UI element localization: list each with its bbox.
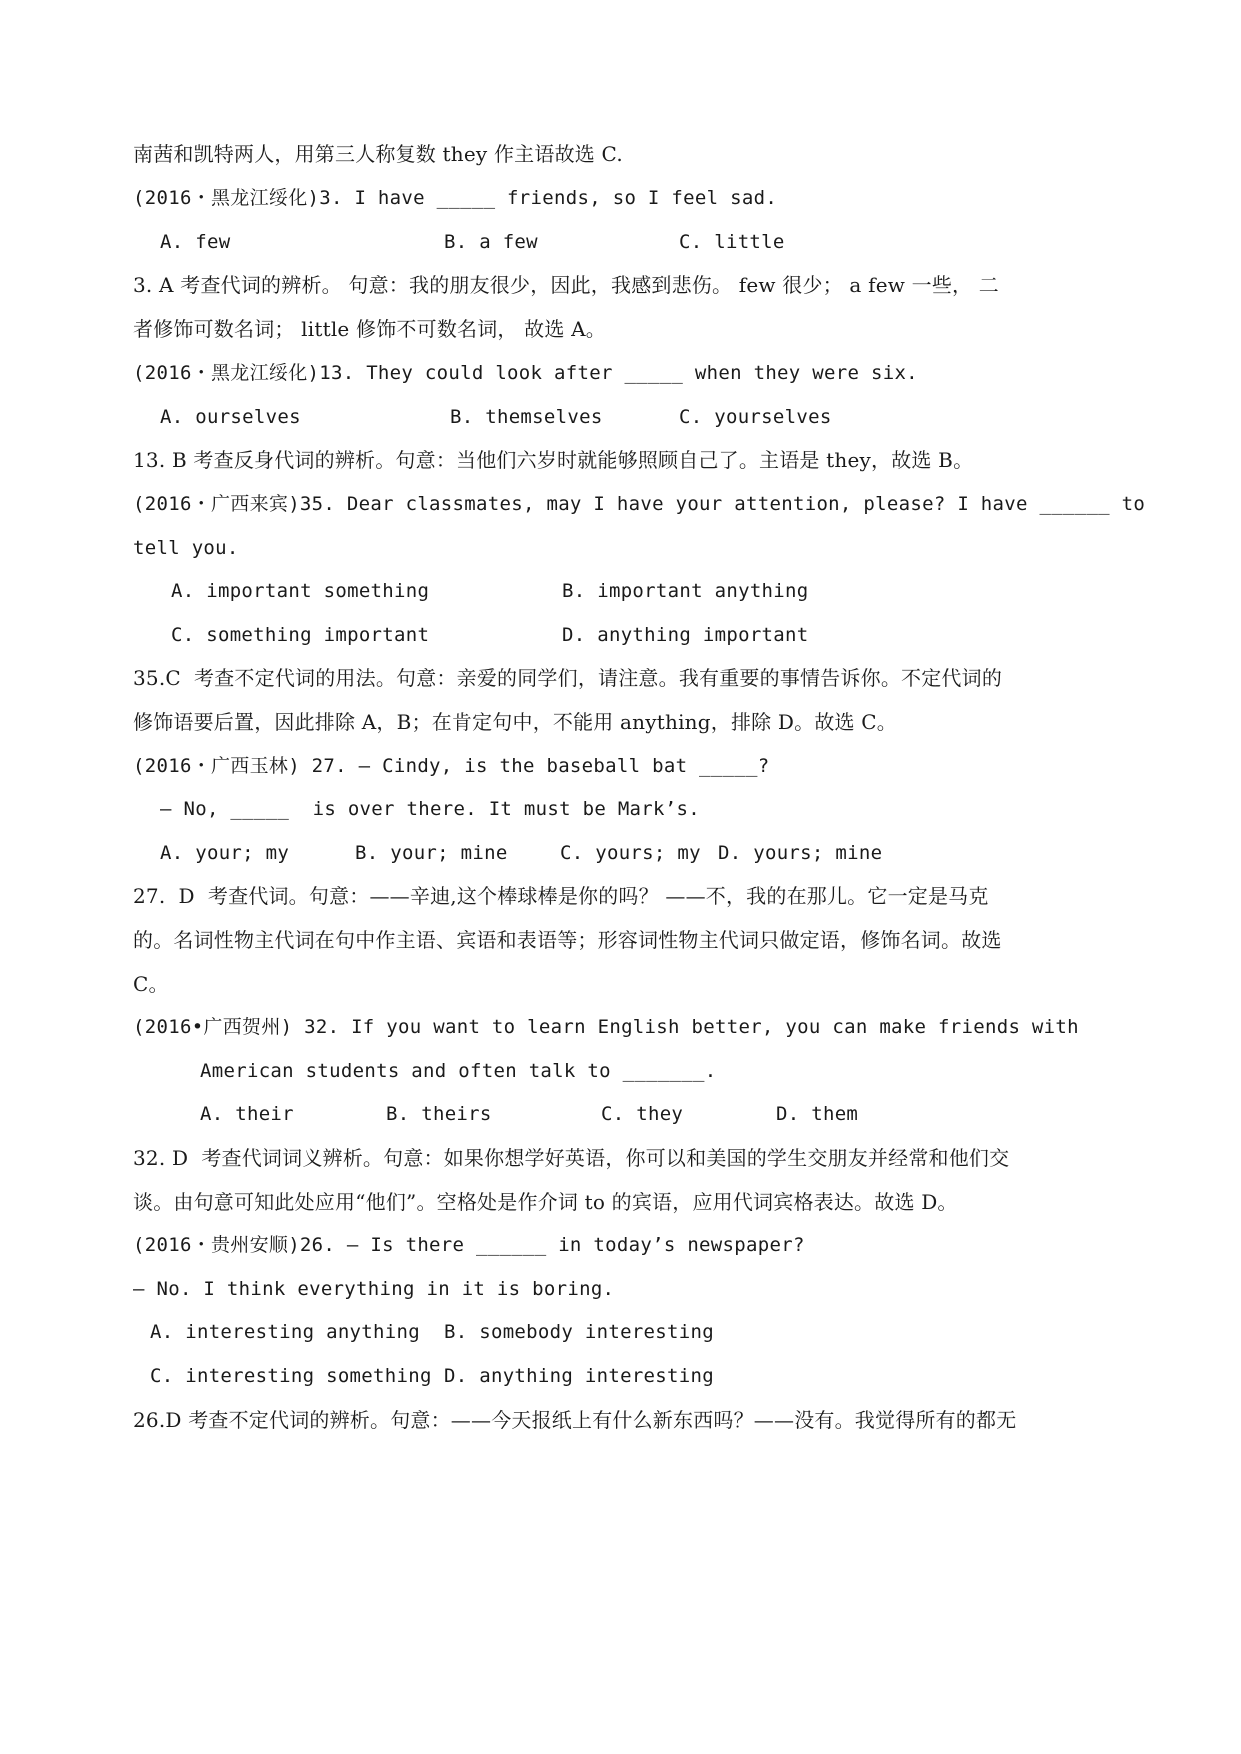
option: B. a few bbox=[444, 231, 538, 253]
answer-explanation: 谈。由句意可知此处应用“他们”。空格处是作介词 to 的宾语，应用代词宾格表达。故选 D。 bbox=[133, 1190, 958, 1214]
option: C. interesting something bbox=[150, 1365, 432, 1387]
question-stem: (2016•广西贺州) 32. If you want to learn English better, you can make friends with bbox=[133, 1016, 1079, 1038]
answer-explanation: 13. B 考查反身代词的辨析。句意：当他们六岁时就能够照顾自己了。主语是 they，故选 B。 bbox=[133, 448, 974, 472]
option: A. important something bbox=[171, 580, 430, 602]
answer-explanation: 的。名词性物主代词在句中作主语、宾语和表语等；形容词性物主代词只做定语，修饰名词。故选 bbox=[133, 928, 1002, 952]
option: C. yours; my bbox=[560, 842, 701, 864]
question-stem: (2016・广西玉林) 27. — Cindy, is the baseball bat _____? bbox=[133, 755, 770, 777]
option: D. anything interesting bbox=[444, 1365, 714, 1387]
question-stem: — No, _____ is over there. It must be Mark’s. bbox=[160, 798, 700, 820]
answer-explanation: 者修饰可数名词； little 修饰不可数名词， 故选 A。 bbox=[133, 317, 606, 341]
question-stem: (2016・黑龙江绥化)3. I have _____ friends, so I feel sad. bbox=[133, 187, 778, 209]
question-stem: American students and often talk to _______. bbox=[200, 1060, 717, 1082]
answer-explanation: C。 bbox=[133, 972, 169, 996]
answer-explanation: 26.D 考查不定代词的辨析。句意：——今天报纸上有什么新东西吗？——没有。我觉得所有的都无 bbox=[133, 1408, 1017, 1432]
answer-explanation: 修饰语要后置，因此排除 A，B；在肯定句中，不能用 anything，排除 D。故选 C。 bbox=[133, 710, 898, 734]
answer-explanation: 32. D 考查代词词义辨析。句意：如果你想学好英语，你可以和美国的学生交朋友并经常和他们交 bbox=[133, 1146, 1010, 1170]
option: C. yourselves bbox=[679, 406, 832, 428]
option: B. your; mine bbox=[355, 842, 508, 864]
option: B. somebody interesting bbox=[444, 1321, 714, 1343]
option: A. your; my bbox=[160, 842, 290, 864]
option: B. important anything bbox=[562, 580, 809, 602]
question-stem: — No. I think everything in it is boring. bbox=[133, 1278, 615, 1300]
option: A. few bbox=[160, 231, 231, 253]
question-stem: tell you. bbox=[133, 537, 239, 559]
answer-explanation: 3. A 考查代词的辨析。 句意：我的朋友很少，因此，我感到悲伤。 few 很少； a few 一些， 二 bbox=[133, 273, 999, 297]
option: D. yours; mine bbox=[718, 842, 883, 864]
question-stem: (2016・广西来宾)35. Dear classmates, may I have your attention, please? I have ______ to bbox=[133, 493, 1146, 515]
option: D. them bbox=[776, 1103, 859, 1125]
option: B. theirs bbox=[386, 1103, 492, 1125]
option: D. anything important bbox=[562, 624, 809, 646]
option: C. little bbox=[679, 231, 785, 253]
text-line: 南茜和凯特两人，用第三人称复数 they 作主语故选 C. bbox=[133, 142, 623, 166]
question-stem: (2016・黑龙江绥化)13. They could look after _____ when they were six. bbox=[133, 362, 918, 384]
option: B. themselves bbox=[450, 406, 603, 428]
answer-explanation: 27. D 考查代词。句意：——辛迪,这个棒球棒是你的吗？ ——不，我的在那儿。它一定是马克 bbox=[133, 884, 989, 908]
option: A. ourselves bbox=[160, 406, 301, 428]
option: A. interesting anything bbox=[150, 1321, 420, 1343]
option: A. their bbox=[200, 1103, 294, 1125]
option: C. something important bbox=[171, 624, 430, 646]
option: C. they bbox=[601, 1103, 684, 1125]
answer-explanation: 35.C 考查不定代词的用法。句意：亲爱的同学们，请注意。我有重要的事情告诉你。不定代词的 bbox=[133, 666, 1003, 690]
question-stem: (2016・贵州安顺)26. — Is there ______ in today’s newspaper? bbox=[133, 1234, 805, 1256]
